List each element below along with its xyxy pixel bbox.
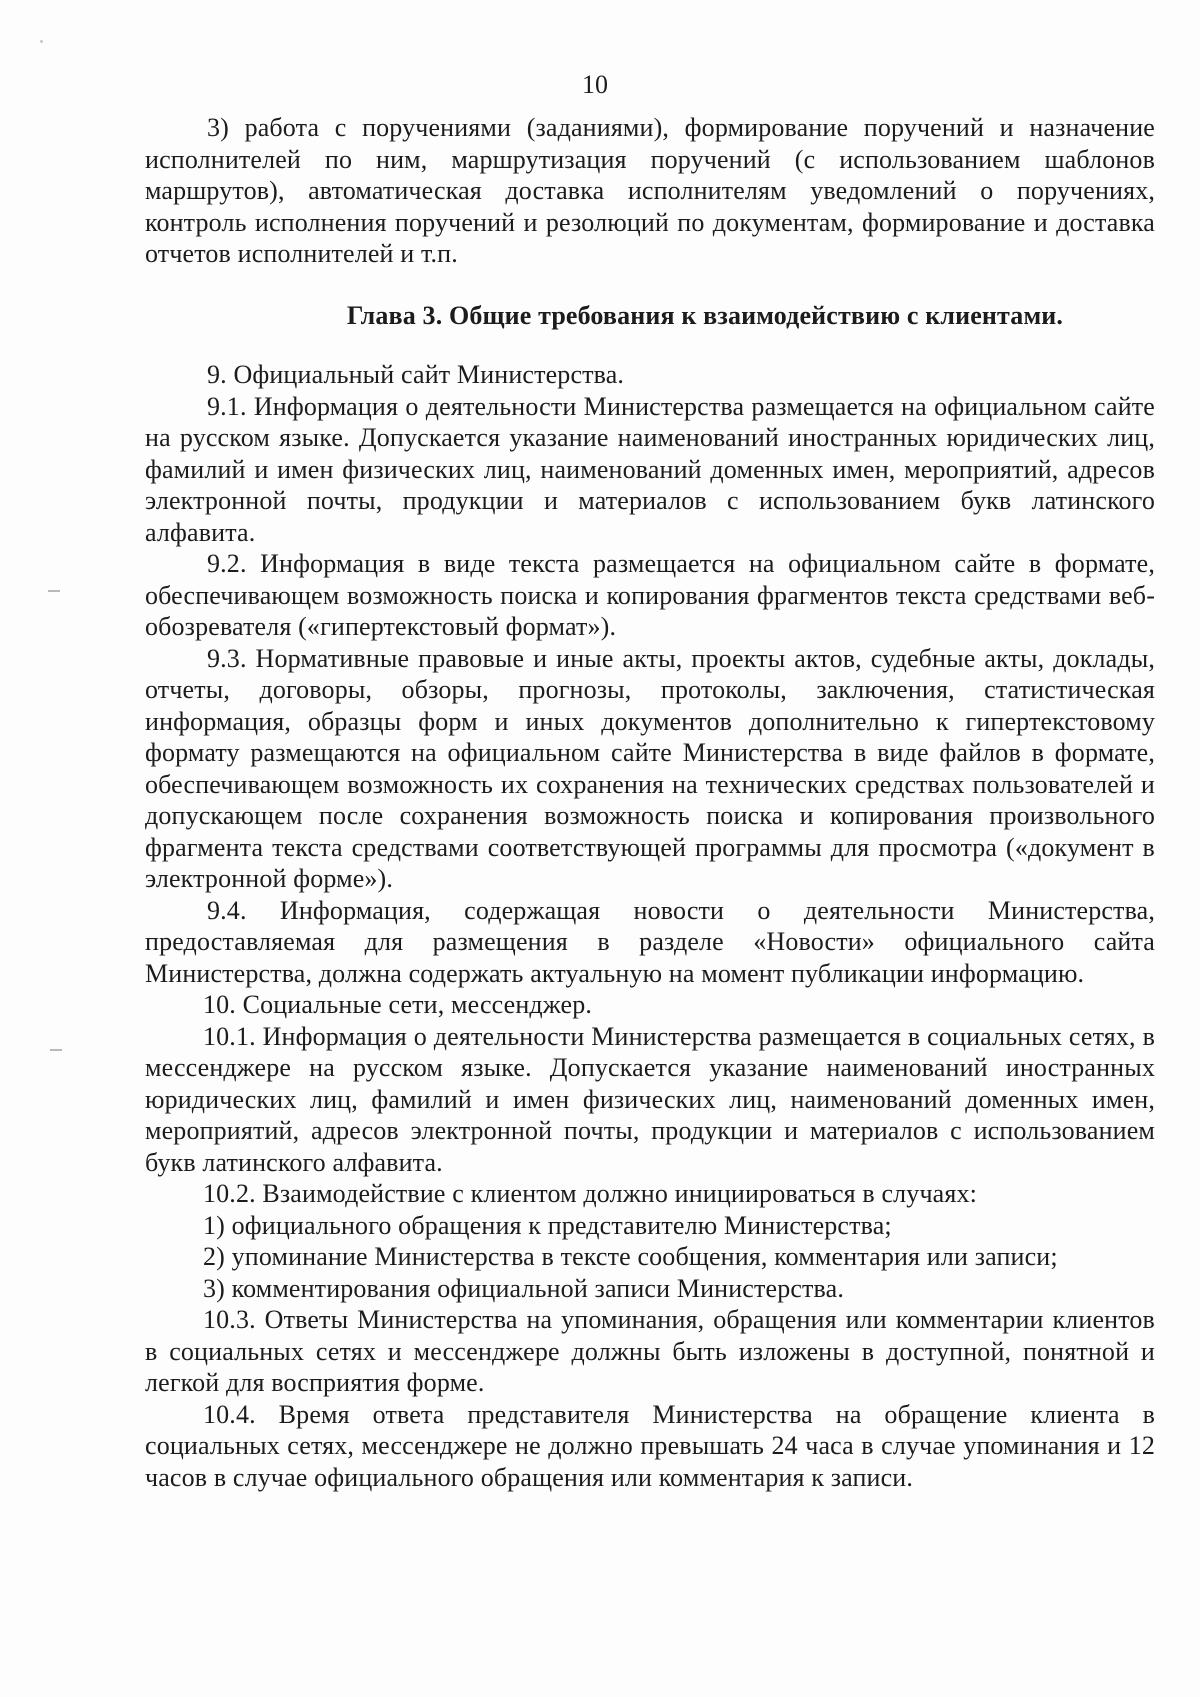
paragraph-10-3: 10.3. Ответы Министерства на упоминания, обращения или комментарии клиентов в социальных сетях и мессенджере должны быть изложены в доступной, понятной и легкой для восприятия форме.	[145, 1305, 1155, 1397]
paragraph-10-4: 10.4. Время ответа представителя Министерства на обращение клиента в социальных сетях, мессенджере не должно превышать 24 часа в случае упоминания и 12 часов в случае официального обращения или комментария к записи.	[145, 1399, 1155, 1492]
paragraph-9: 9. Официальный сайт Министерства.	[207, 360, 625, 389]
page-number: 10	[582, 70, 608, 99]
document-body	[145, 112, 1155, 1493]
paragraph-9-3: 9.3. Нормативные правовые и иные акты, проекты актов, судебные акты, доклады, отчеты, договоры, обзоры, прогнозы, протоколы, заключения, статистическая информация, образцы форм и иных документов дополнительно к гипертекстовому формату размещаются на официальном сайте Министерства в виде файлов в формате, обеспечивающем возможность их сохранения на технических средствах пользователей и допускающем после сохранения возможность поиска и копирования произвольного фрагмента текста средствами соответствующей программы для просмотра («документ в электронной форме»).	[145, 643, 1155, 893]
paragraph-9-1: 9.1. Информация о деятельности Министерства размещается на официальном сайте на русском языке. Допускается указание наименований иностранных юридических лиц, фамилий и имен физических лиц, наименований доменных имен, мероприятий, адресов электронной почты, продукции и материалов с использованием букв латинского алфавита.	[145, 391, 1155, 547]
scan-margin-mark	[48, 590, 60, 592]
list-item-10-2-1: 1) официального обращения к представителю Министерства;	[203, 1210, 892, 1240]
scan-margin-mark	[50, 1049, 62, 1051]
scan-speck	[40, 40, 43, 43]
paragraph-10: 10. Социальные сети, мессенджер.	[203, 990, 593, 1019]
list-item-10-2-2: 2) упоминание Министерства в тексте сообщения, комментария или записи;	[203, 1242, 1058, 1271]
paragraph-9-4: 9.4. Информация, содержащая новости о деятельности Министерства, предоставляемая для размещения в разделе «Новости» официального сайта Министерства, должна содержать актуальную на момент публикации информацию.	[145, 895, 1155, 988]
paragraph-tasks: 3) работа с поручениями (заданиями), формирование поручений и назначение исполнителей по ним, маршрутизация поручений (с использованием шаблонов маршрутов), автоматическая доставка исполнителям уведомлений о поручениях, контроль исполнения поручений и резолюций по документам, формирование и доставка отчетов исполнителей и т.п.	[145, 113, 1155, 268]
list-item-10-2-3: 3) комментирования официальной записи Министерства.	[203, 1273, 844, 1303]
paragraph-10-2: 10.2. Взаимодействие с клиентом должно инициироваться в случаях:	[203, 1179, 978, 1208]
paragraph-10-1: 10.1. Информация о деятельности Министерства размещается в социальных сетях, в мессенджере на русском языке. Допускается указание наименований иностранных юридических лиц, фамилий и имен физических лиц, наименований доменных имен, мероприятий, адресов электронной почты, продукции и материалов с использованием букв латинского алфавита.	[145, 1021, 1155, 1177]
chapter-heading: Глава 3. Общие требования к взаимодействию с клиентами.	[346, 300, 1064, 330]
paragraph-9-2: 9.2. Информация в виде текста размещается на официальном сайте в формате, обеспечивающем возможность поиска и копирования фрагментов текста средствами веб-обозревателя («гипертекстовый формат»).	[145, 549, 1155, 641]
